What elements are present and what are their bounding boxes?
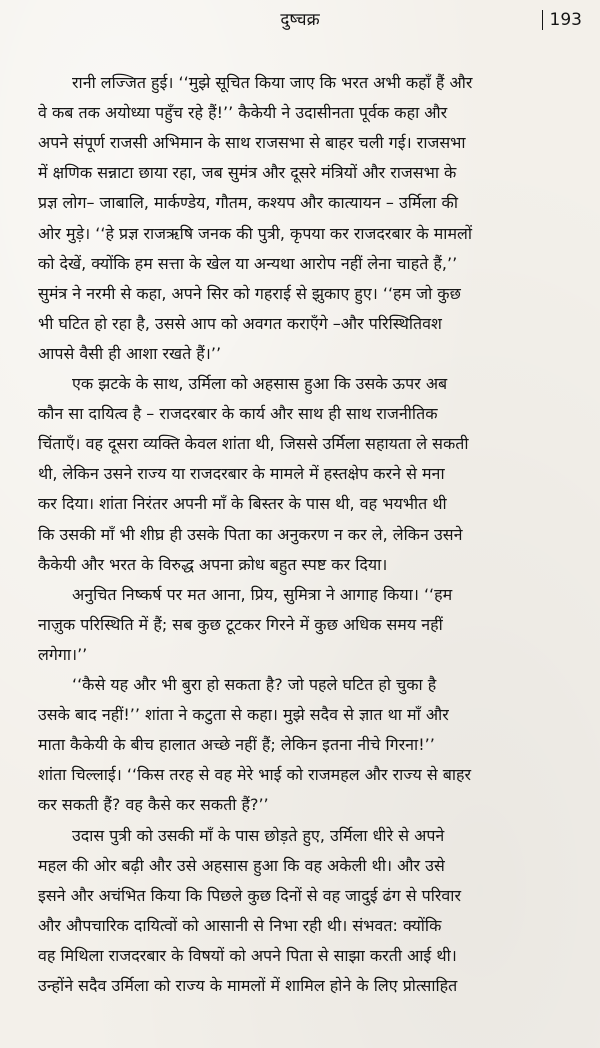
text-line: लगेगा।’’ (38, 644, 88, 664)
text-line: वह मिथिला राजदरबार के विषयों को अपने पिता से साझा करती आई थी। (38, 945, 457, 965)
page-header (0, 0, 600, 40)
text-line: नाज़ुक परिस्थिति में हैं; सब कुछ टूटकर गिरने में कुछ अधिक समय नहीं (38, 614, 443, 634)
text-line: कौन सा दायित्व है – राजदरबार के कार्य और साथ ही साथ राजनीतिक (38, 404, 438, 424)
text-line: वे कब तक अयोध्या पहुँच रहे हैं!’’ कैकेयी ने उदासीनता पूर्वक कहा और (38, 103, 448, 123)
text-line: कर दिया। शांता निरंतर अपनी माँ के बिस्तर के पास थी, वह भयभीत थी (38, 494, 447, 514)
text-line: थी, लेकिन उसने राज्य या राजदरबार के मामले में हस्तक्षेप करने से मना (38, 464, 445, 484)
text-line: ओर मुड़े। ‘‘हे प्रज्ञ राजऋषि जनक की पुत्री, कृपया कर राजदरबार के मामलों (38, 223, 473, 243)
text-line: उसके बाद नहीं!’’ शांता ने कटुता से कहा। मुझे सदैव से ज्ञात था माँ और (38, 705, 449, 725)
page-number: 193 (542, 10, 582, 30)
text-line: ‘‘कैसे यह और भी बुरा हो सकता है? जो पहले घटित हो चुका है (72, 675, 437, 694)
text-line: चिंताएँ। वह दूसरा व्यक्ति केवल शांता थी, जिससे उर्मिला सहायता ले सकती (38, 434, 469, 454)
text-line: प्रज्ञ लोग– जाबालि, मार्कण्डेय, गौतम, कश्यप और कात्यायन – उर्मिला की (38, 193, 458, 213)
running-title: दुष्चक्र (280, 10, 320, 30)
text-line: इसने और अचंभित किया कि पिछले कुछ दिनों से वह जादुई ढंग से परिवार (38, 885, 461, 905)
text-line: एक झटके के साथ, उर्मिला को अहसास हुआ कि उसके ऊपर अब (72, 374, 448, 393)
text-line: सुमंत्र ने नरमी से कहा, अपने सिर को गहराई से झुकाए हुए। ‘‘हम जो कुछ (38, 283, 461, 303)
text-line: रानी लज्जित हुई। ‘‘मुझे सूचित किया जाए कि भरत अभी कहाँ हैं और (72, 73, 473, 92)
text-line: कैकेयी और भरत के विरुद्ध अपना क्रोध बहुत स्पष्ट कर दिया। (38, 554, 388, 574)
text-line: उदास पुत्री को उसकी माँ के पास छोड़ते हुए, उर्मिला धीरे से अपने (72, 825, 445, 845)
text-line: भी घटित हो रहा है, उससे आप को अवगत कराएँगे –और परिस्थितिवश (38, 313, 442, 333)
text-line: महल की ओर बढ़ी और उसे अहसास हुआ कि वह अकेली थी। और उसे (38, 855, 445, 875)
text-line: माता कैकेयी के बीच हालात अच्छे नहीं हैं; लेकिन इतना नीचे गिरना!’’ (38, 735, 435, 755)
text-line: आपसे वैसी ही आशा रखते हैं।’’ (38, 343, 222, 363)
text-line: कर सकती हैं? वह कैसे कर सकती हैं?’’ (38, 795, 269, 815)
text-line: को देखें, क्योंकि हम सत्ता के खेल या अन्यथा आरोप नहीं लेना चाहते हैं,’’ (38, 253, 458, 273)
text-line: कि उसकी माँ भी शीघ्र ही उसके पिता का अनुकरण न कर ले, लेकिन उसने (38, 524, 463, 544)
text-line: और औपचारिक दायित्वों को आसानी से निभा रही थी। संभवत: क्योंकि (38, 915, 442, 935)
text-line: अपने संपूर्ण राजसी अभिमान के साथ राजसभा से बाहर चली गई। राजसभा (38, 133, 466, 153)
text-line: अनुचित निष्कर्ष पर मत आना, प्रिय, सुमित्रा ने आगाह किया। ‘‘हम (72, 584, 453, 604)
text-line: शांता चिल्लाई। ‘‘किस तरह से वह मेरे भाई को राजमहल और राज्य से बाहर (38, 765, 472, 785)
text-line: उन्होंने सदैव उर्मिला को राज्य के मामलों में शामिल होने के लिए प्रोत्साहित (38, 976, 458, 995)
text-line: में क्षणिक सन्नाटा छाया रहा, जब सुमंत्र और दूसरे मंत्रियों और राजसभा के (38, 163, 457, 183)
